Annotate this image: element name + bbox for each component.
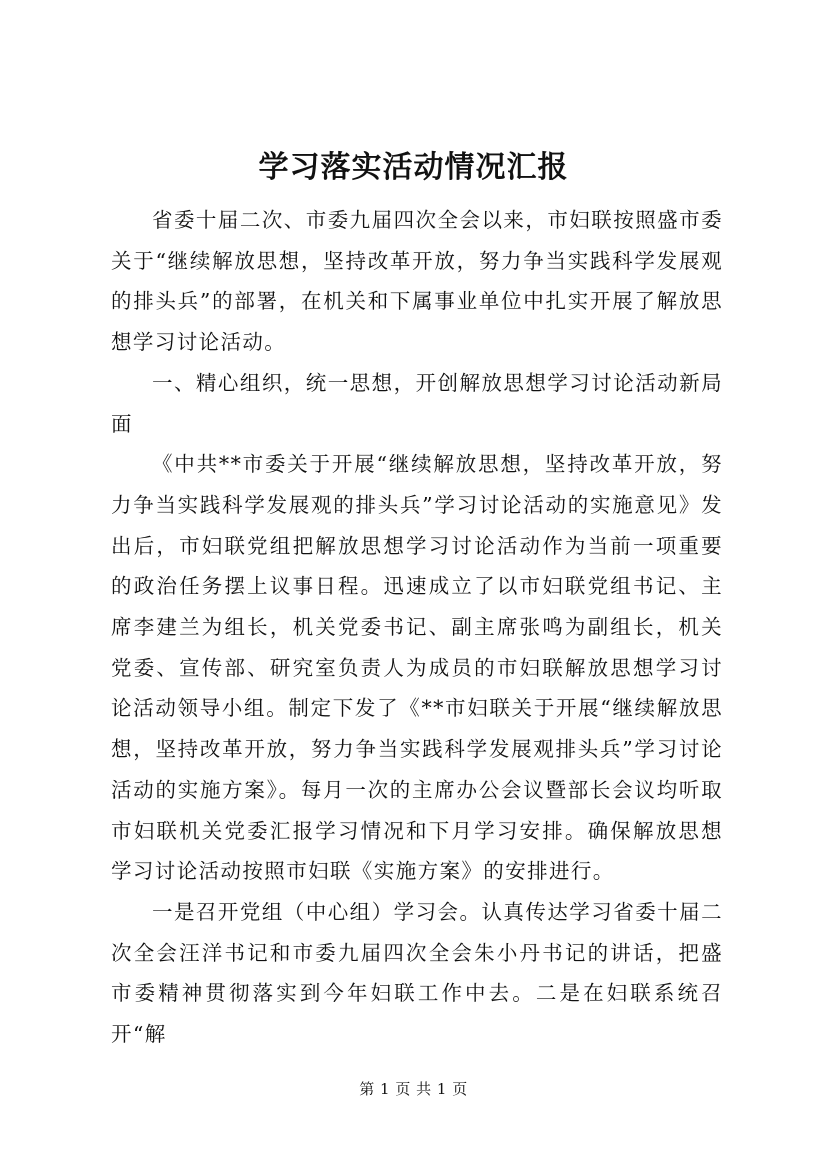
section-heading-1: 一、精心组织，统一思想，开创解放思想学习讨论活动新局面 xyxy=(111,370,723,436)
paragraph-study-meetings: 一是召开党组（中心组）学习会。认真传达学习省委十届二次全会汪洋书记和市委九届四次全会朱小丹书记的讲话，把盛市委精神贯彻落实到今年妇联工作中去。二是在妇联系统召开“解 xyxy=(111,899,723,1047)
paragraph-intro: 省委十届二次、市委九届四次全会以来，市妇联按照盛市委关于“继续解放思想，坚持改革开放，努力争当实践科学发展观的排头兵”的部署，在机关和下属事业单位中扎实开展了解放思想学习讨论活动。 xyxy=(111,208,723,355)
document-title: 学习落实活动情况汇报 xyxy=(258,150,569,185)
paragraph-implementation: 《中共**市委关于开展“继续解放思想，坚持改革开放，努力争当实践科学发展观的排头兵”学习讨论活动的实施意见》发出后，市妇联党组把解放思想学习讨论活动作为当前一项重要的政治任务摆上议事日程。迅速成立了以市妇联党组书记、主席李建兰为组长，机关党委书记、副主席张鸣为副组长，机关党委、宣传部、研究室负责人为成员的市妇联解放思想学习讨论活动领导小组。制定下发了《**市妇联关于开展“继续解放思想，坚持改革开放，努力争当实践科学发展观排头兵”学习讨论活动的实施方案》。每月一次的主席办公会议暨部长会议均听取市妇联机关党委汇报学习情况和下月学习安排。确保解放思想学习讨论活动按照市妇联《实施方案》的安排进行。 xyxy=(111,452,723,884)
page-footer: 第 1 页 共 1 页 xyxy=(359,1080,468,1098)
document-body xyxy=(111,200,723,1055)
